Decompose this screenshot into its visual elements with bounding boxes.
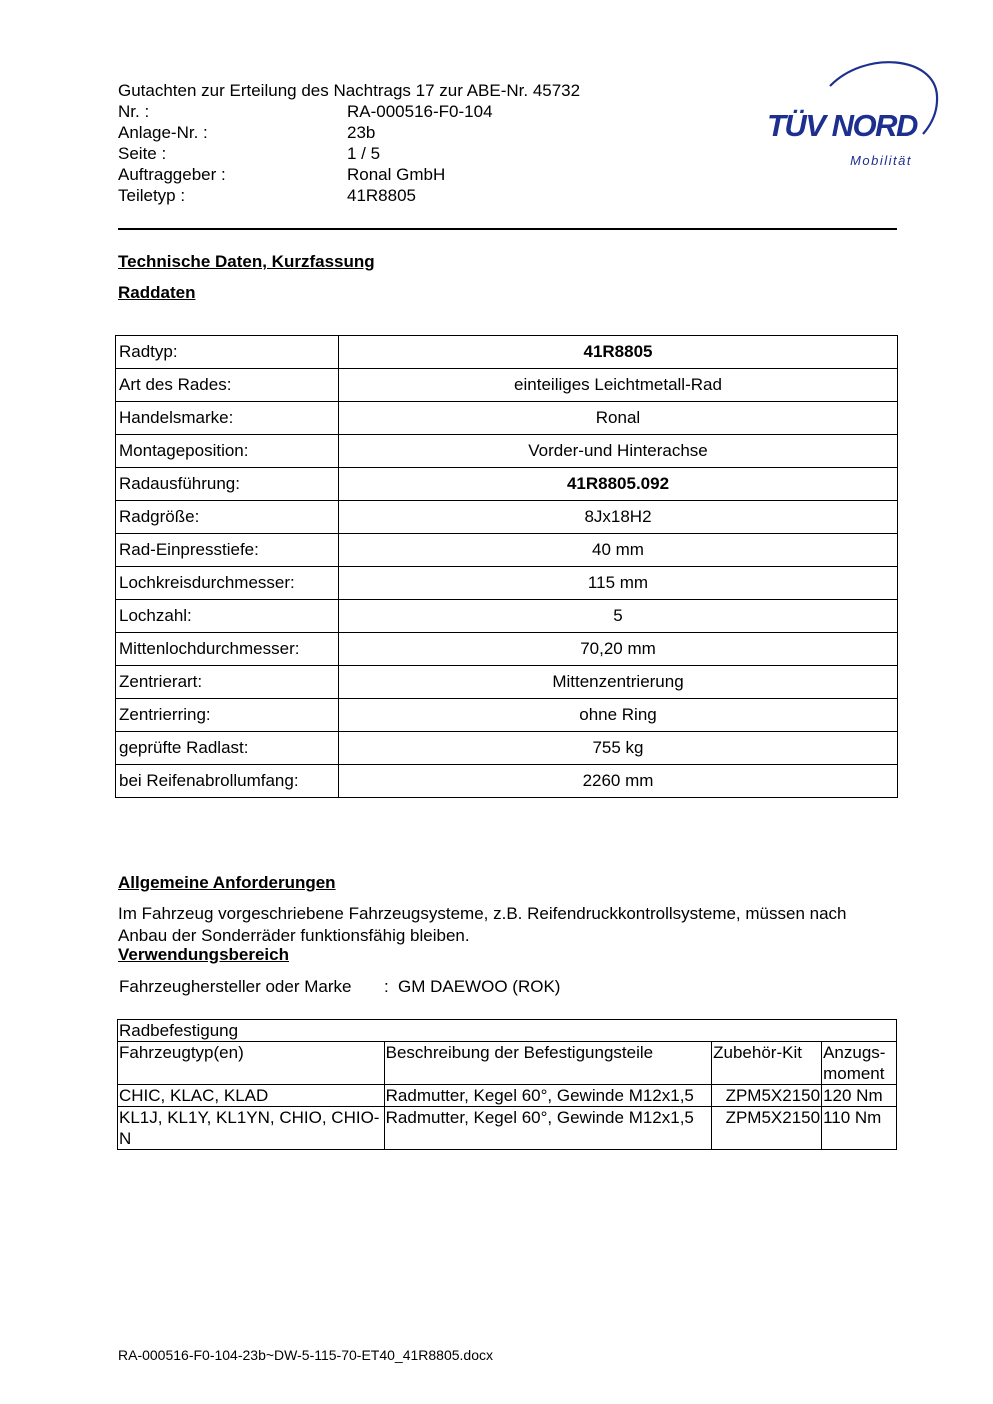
- wheel-value: einteiliges Leichtmetall-Rad: [339, 369, 898, 402]
- wheel-value: 41R8805: [339, 336, 898, 369]
- wheel-row: [116, 402, 898, 435]
- wheel-row: [116, 534, 898, 567]
- header-divider: [118, 228, 897, 230]
- wheel-row: [116, 600, 898, 633]
- manufacturer-value: GM DAEWOO (ROK): [398, 977, 561, 996]
- table-title: Radbefestigung: [118, 1020, 897, 1042]
- wheel-value: Mittenzentrierung: [339, 666, 898, 699]
- wheel-row: [116, 435, 898, 468]
- cell-anzugsmoment: 110 Nm: [822, 1107, 897, 1150]
- col-header-beschreibung: Beschreibung der Befestigungsteile: [384, 1042, 711, 1085]
- wheel-key: Rad-Einpresstiefe:: [116, 534, 339, 567]
- cell-anzugsmoment: 120 Nm: [822, 1085, 897, 1107]
- wheel-row: [116, 501, 898, 534]
- wheel-value: Ronal: [339, 402, 898, 435]
- wheel-row: [116, 468, 898, 501]
- wheel-key: Lochzahl:: [116, 600, 339, 633]
- radbefestigung-table: [117, 1019, 897, 1150]
- heading-verwendungsbereich: Verwendungsbereich: [118, 945, 289, 964]
- footer-filename: RA-000516-F0-104-23b~DW-5-115-70-ET40_41R8805.docx: [118, 1347, 493, 1363]
- wheel-key: Zentrierring:: [116, 699, 339, 732]
- col-header-anzugsmoment: Anzugs-moment: [822, 1042, 897, 1085]
- cell-beschreibung: Radmutter, Kegel 60°, Gewinde M12x1,5: [384, 1085, 711, 1107]
- col-header-fahrzeugtyp: Fahrzeugtyp(en): [118, 1042, 385, 1085]
- wheel-data-table: [115, 335, 898, 798]
- wheel-key: Zentrierart:: [116, 666, 339, 699]
- wheel-value: Vorder-und Hinterachse: [339, 435, 898, 468]
- table-title-row: [118, 1020, 897, 1042]
- wheel-value: 2260 mm: [339, 765, 898, 798]
- cell-zubehoer: ZPM5X2150: [712, 1107, 822, 1150]
- manufacturer-separator: :: [384, 977, 389, 996]
- cell-beschreibung: Radmutter, Kegel 60°, Gewinde M12x1,5: [384, 1107, 711, 1150]
- label-seite: Seite :: [118, 144, 167, 163]
- wheel-row: [116, 732, 898, 765]
- manufacturer-label: Fahrzeughersteller oder Marke: [119, 977, 352, 996]
- value-anlage: 23b: [347, 123, 376, 142]
- label-auftraggeber: Auftraggeber :: [118, 165, 226, 184]
- allgemein-paragraph: Im Fahrzeug vorgeschriebene Fahrzeugsysteme, z.B. Reifendruckkontrollsysteme, müssen nach Anbau der Sonderräder funktionsfähig bleiben.: [118, 904, 847, 945]
- label-nr: Nr. :: [118, 102, 150, 121]
- heading-raddaten: Raddaten: [118, 283, 196, 302]
- logo-arc-icon: [760, 58, 940, 173]
- wheel-value: 115 mm: [339, 567, 898, 600]
- table-row: [118, 1085, 897, 1107]
- tuv-nord-logo: [760, 58, 940, 173]
- cell-fahrzeugtyp: KL1J, KL1Y, KL1YN, CHIO, CHIO-N: [118, 1107, 385, 1150]
- wheel-key: Art des Rades:: [116, 369, 339, 402]
- wheel-value: 8Jx18H2: [339, 501, 898, 534]
- wheel-row: [116, 567, 898, 600]
- cell-zubehoer: ZPM5X2150: [712, 1085, 822, 1107]
- wheel-row: [116, 765, 898, 798]
- wheel-row: [116, 336, 898, 369]
- table-header-row: [118, 1042, 897, 1085]
- wheel-row: [116, 369, 898, 402]
- document-title: Gutachten zur Erteilung des Nachtrags 17 zur ABE-Nr. 45732: [118, 81, 581, 100]
- wheel-value: 5: [339, 600, 898, 633]
- wheel-value: 70,20 mm: [339, 633, 898, 666]
- logo-sub: Mobilität: [850, 153, 912, 168]
- wheel-key: Montageposition:: [116, 435, 339, 468]
- wheel-value: 40 mm: [339, 534, 898, 567]
- wheel-key: Radtyp:: [116, 336, 339, 369]
- wheel-key: geprüfte Radlast:: [116, 732, 339, 765]
- wheel-key: Radausführung:: [116, 468, 339, 501]
- wheel-key: Radgröße:: [116, 501, 339, 534]
- wheel-key: Mittenlochdurchmesser:: [116, 633, 339, 666]
- col-header-zubehoer: Zubehör-Kit: [712, 1042, 822, 1085]
- heading-allgemeine-anforderungen: Allgemeine Anforderungen: [118, 873, 336, 892]
- wheel-value: 755 kg: [339, 732, 898, 765]
- heading-technische-daten: Technische Daten, Kurzfassung: [118, 252, 375, 271]
- value-seite: 1 / 5: [347, 144, 381, 163]
- value-nr: RA-000516-F0-104: [347, 102, 493, 121]
- label-anlage: Anlage-Nr. :: [118, 123, 208, 142]
- wheel-value: ohne Ring: [339, 699, 898, 732]
- wheel-row: [116, 699, 898, 732]
- cell-fahrzeugtyp: CHIC, KLAC, KLAD: [118, 1085, 385, 1107]
- value-teiletyp: 41R8805: [347, 186, 417, 205]
- wheel-row: [116, 666, 898, 699]
- label-teiletyp: Teiletyp :: [118, 186, 186, 205]
- table-row: [118, 1107, 897, 1150]
- wheel-key: Lochkreisdurchmesser:: [116, 567, 339, 600]
- logo-brand: TÜV NORD: [767, 108, 917, 143]
- wheel-key: bei Reifenabrollumfang:: [116, 765, 339, 798]
- wheel-value: 41R8805.092: [339, 468, 898, 501]
- value-auftraggeber: Ronal GmbH: [347, 165, 446, 184]
- wheel-key: Handelsmarke:: [116, 402, 339, 435]
- wheel-row: [116, 633, 898, 666]
